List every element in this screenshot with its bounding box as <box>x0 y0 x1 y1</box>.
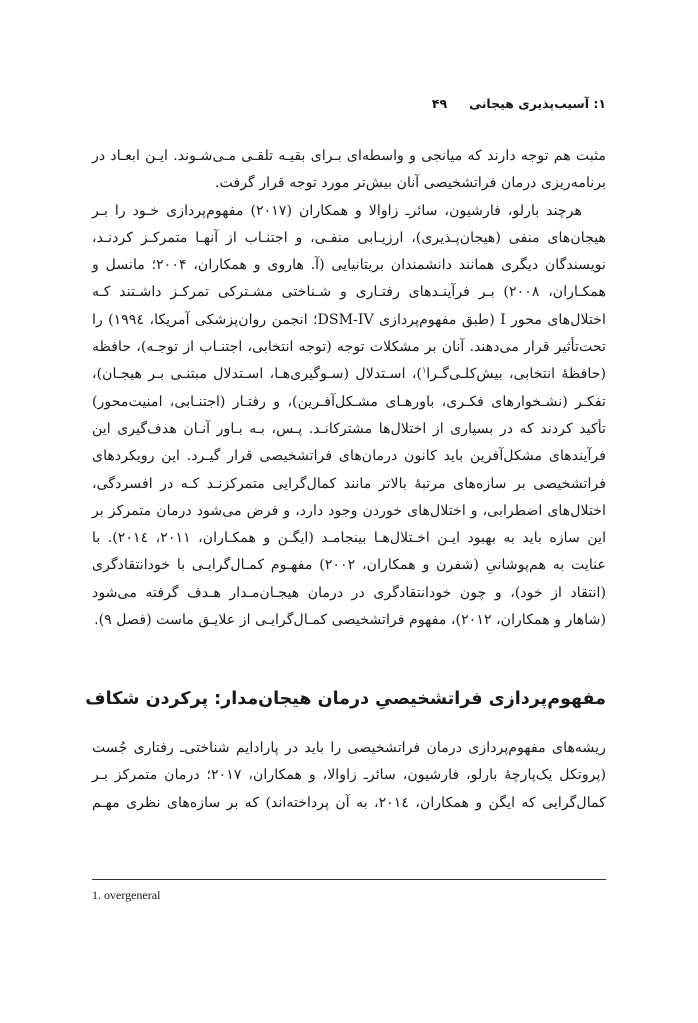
document-page <box>85 0 607 1023</box>
paragraph-text-part2: )، اسـتدلال (سـوگیری‌هـا، اسـتدلال مبتنـی بـر هیجـان)، تفکـر (نشـخوارهای فکـری، باورهـای مشـکل‌آفـرین)، و رفتـار (اجتنـابی، امنیت‌محور) تأکید کردند که در بسیاری از اختلال‌ها مشترکانـد. پـس، بـه بـاور آنـان هدف‌گیری این فرآیندهای مشکل‌آفرین باید کانون درمان‌های فراتشخیصی قرار گیـرد. این رویکردهای فراتشخیصی بر سازه‌های مرتبهٔ بالاتر مانند کمال‌گرایی متمرکزنـد کـه در افسردگی، اختلال‌های اضطرابی، و اختلال‌های خوردن وجود دارد، و فرض می‌شود درمان متمرکز بر این سازه باید به بهبود ایـن اخـتلال‌هـا بینجامـد (ایگـن و همکـاران، ۲۰۱۱، ۲۰۱٤). با عنایت به هم‌پوشانیِ (شفرن و همکاران، ۲۰۰۲) مفهـوم کمـال‌گرایـی با خودانتقادگری (انتقاد از خود)، و چون خودانتقادگری در درمان هیجـان‌مـدار هـدف گرفته می‌شود (شاهار و همکاران، ۲۰۱۲)، مفهوم فراتشخیصی کمـال‌گرایـی از علایـق ماست (فصل ۹). <box>92 366 607 629</box>
footnote: 1. overgeneral <box>92 888 161 902</box>
page-number: ۴۹ <box>431 95 448 111</box>
paragraph-continuation: مثبت هم توجه دارند که میانجی و واسطه‌ای بـرای بقیـه تلقـی مـی‌شـوند. ایـن ابعـاد در برنامه‌ریزی درمان فراتشخیصی آنان بیش‌تر مورد توجه قرار گرفت. <box>92 148 606 192</box>
paragraph-text-part1: هرچند بارلو، فارشیون، سائرـ زاوالا و همکاران (۲۰۱۷) مفهوم‌پردازی خـود را بـر هیجان‌های منفی (هیجان‌پـذیری)، ارزیـابی منفـی، و اجتنـاب از آنهـا متمرکـز کردنـد، نویسندگان دیگری همانند دانشمندان بریتانیایی (آ. هاروی و همکاران، ۲۰۰۴؛ مانسل و همکـاران، ۲۰۰۸) بـر فرآینـدهای رفتـاری و شـناختی مشـترکی تمرکـز داشـتند کـه اختلال‌های محور I (طبق مفهوم‌پردازی DSM-IV؛ انجمن روان‌پزشکی آمریکا، ۱۹۹٤) را تحت‌تأثیر قرار می‌دهند. آنان بر مشکلات توجه (توجه انتخابی، اجتنـاب از توجـه)، حافظه (حافظهٔ انتخابی، بیش‌کلـی‌گـرا <box>92 202 607 383</box>
section-body <box>92 735 606 817</box>
body-text <box>92 143 606 634</box>
chapter-title: ۱: آسیب‌پذیری هیجانی <box>469 95 606 111</box>
section-heading: مفهوم‌پردازی فراتشخیصیِ درمان هیجان‌مدار: پرکردن شکاف <box>85 689 606 709</box>
section-paragraph: ریشه‌های مفهوم‌پردازی درمان فراتشخیصی را باید در پارادایم شناختی‌ـ رفتاری جُست (پروتکل یک‌پارچهٔ بارلو، فارشیون، سائرـ زاوالا، و همکاران، ۲۰۱۷؛ درمان متمرکز بـر کمال‌گرایی که ایگن و همکاران، ۲۰۱٤، به آن پرداخته‌اند) که بر سازه‌های نظری مهـم <box>92 740 606 811</box>
paragraph-transdiagnostic-processes <box>92 198 606 635</box>
footnote-divider <box>92 879 606 880</box>
running-header <box>92 92 606 114</box>
footnote-marker[interactable]: ۱ <box>421 365 427 375</box>
